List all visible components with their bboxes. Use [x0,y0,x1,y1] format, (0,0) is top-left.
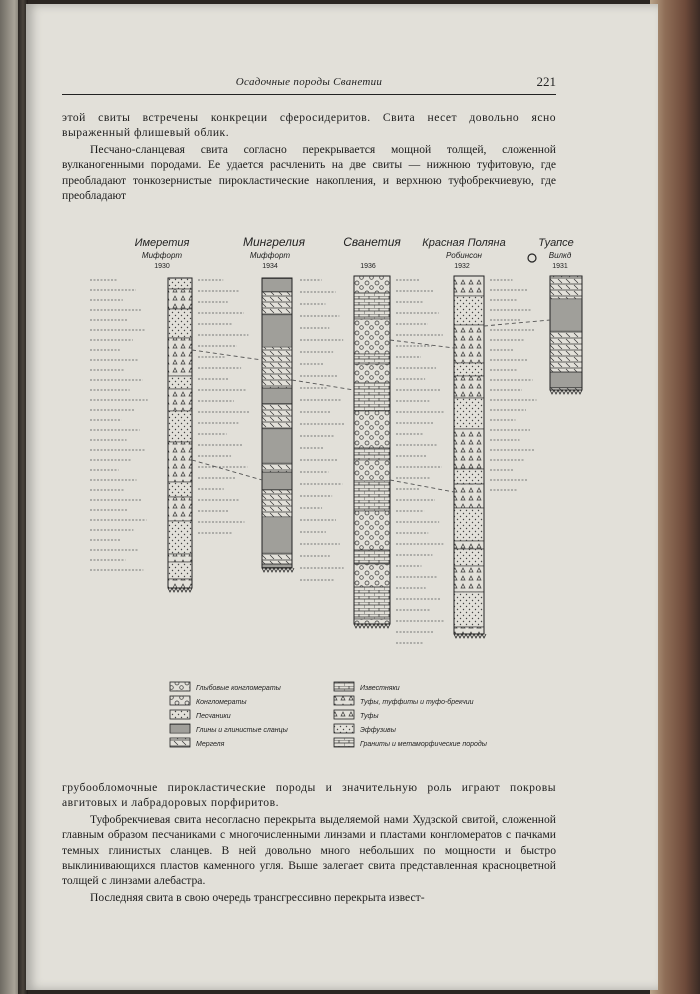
paragraph-2: Песчано-сланцевая свита согласно перекрывается мощной толщей, сложенной вулканогенными породами. Ее удается расчленить на две свиты — нижнюю туфитовую, где преобладают тонкозернистые пирокластические накопления, и верхнюю туфобрекчиевую, где преобладают [62,143,556,202]
stratum-layer [354,383,390,411]
legend-swatch [334,696,354,705]
column-region-5: Туапсе [538,237,574,249]
stratum-layer [168,289,192,309]
correlation-line [484,320,550,326]
stratum-layer [354,411,390,448]
stratum-layer [262,404,292,429]
legend-swatch [334,710,354,719]
stratum-layer [262,292,292,315]
stratum-layer [262,553,292,564]
stratum-layer [262,388,292,404]
stratum-layer [168,338,192,376]
stratum-layer [168,521,192,554]
stratum-layer [454,376,484,398]
stratum-layer [454,296,484,325]
legend-label: Конгломераты [196,699,247,706]
legend-swatch [334,724,354,733]
stratum-layer [354,564,390,587]
paragraph-3: грубообломочные пирокластические породы и значительную роль играют покровы авгитовых и лабрадоровых порфиритов. [62,781,556,810]
column-base-zigzag [168,588,192,592]
legend-swatch [170,724,190,733]
stratum-layer [168,442,192,482]
stratum-layer [354,481,390,511]
stratum-layer [168,482,192,497]
page-number: 221 [536,74,556,89]
strata-column-2 [262,278,294,572]
figure-svg [84,230,604,760]
legend-label: Граниты и метаморфические породы [360,741,487,748]
stratum-layer [354,619,390,624]
stratigraphic-correlation-figure [84,230,604,760]
stratum-layer [550,372,582,388]
stratum-layer [262,463,292,472]
running-header [62,76,556,95]
column-year-5: 1931 [552,263,568,270]
stratum-layer [454,549,484,566]
stratum-layer [262,278,292,292]
stratum-layer [354,364,390,383]
legend-swatch [170,696,190,705]
legend-label: Глины и глинистые сланцы [196,727,288,734]
paragraph-5: Последняя свита в свою очередь трансгрессивно перекрыта извест- [90,891,425,904]
stratum-layer [454,363,484,376]
column-base-zigzag [454,634,486,638]
legend-label: Мергеля [196,741,225,748]
stratum-layer [168,389,192,411]
stratum-layer [354,276,390,293]
column-year-4: 1932 [454,263,470,270]
stratum-layer [262,315,292,347]
strata-column-5 [550,276,582,394]
legend-label: Эффузивы [360,727,396,734]
strata-column-4 [454,276,486,638]
stratum-layer [168,278,192,289]
stratum-layer [354,448,390,460]
stratum-layer [168,376,192,389]
paragraph-1: этой свиты встречены конкреции сферосидеритов. Свита несет довольно ясно выраженный флишевый облик. [62,111,556,140]
stratum-layer [354,587,390,619]
correlation-line [390,480,454,492]
column-year-3: 1936 [360,263,376,270]
stratum-layer [454,484,484,508]
stratum-layer [454,429,484,469]
stratum-layer [262,564,292,568]
column-headers [135,235,574,270]
column-base-zigzag [262,568,294,572]
stratum-layer [354,354,390,364]
stratum-layer [454,592,484,627]
stratum-layer [262,347,292,388]
stratum-layer [262,429,292,463]
correlation-line [390,340,454,348]
stratum-layer [454,276,484,296]
stratum-layer [354,319,390,354]
stratum-layer [454,566,484,592]
strata-column-3 [354,276,390,628]
stratum-layer [262,517,292,553]
column-year-2: 1934 [262,263,278,270]
figure-legend [170,682,488,748]
legend-swatch [170,710,190,719]
stratum-layer [168,309,192,338]
legend-label: Известняки [360,685,400,692]
stratum-layer [262,472,292,490]
stratum-layer [454,508,484,541]
stratum-layer [550,331,582,372]
book-page [26,4,658,990]
column-base-zigzag [354,624,390,628]
stratum-layer [454,541,484,549]
stratum-layer [168,562,192,579]
legend-label: Глыбовые конгломераты [196,685,281,692]
column-author-5: Вилкд [548,251,572,260]
legend-swatch [334,682,354,691]
stratum-layer [262,490,292,517]
stratum-layer [168,497,192,521]
legend-label: Песчаники [196,713,231,720]
stratum-layer [454,627,484,634]
stratum-layer [454,398,484,429]
correlation-line [192,350,262,360]
column-author-4: Робинсон [446,251,482,260]
paragraph-4: Туфобрекчиевая свита несогласно перекрыта выделяемой нами Худзской свитой, сложенной главным образом песчаниками с многочисленными линзами и пластами конгломератов с пачками темных глинистых сланцев. В ней довольно много небольших по мощности и быстро выклинивающихся пластов каменного угля. Выше залегает свита представленная красноцветной толщей с линзами алебастра. [62,813,556,888]
column-base-zigzag [550,390,582,394]
stratum-layer [454,325,484,363]
column-author-1: Миффорт [141,251,183,260]
legend-swatch [170,738,190,747]
stratum-layer [354,550,390,564]
stratum-layer [454,469,484,484]
correlation-line [192,460,262,480]
legend-swatch [334,738,354,747]
correlation-line [292,380,354,390]
stratum-layer [168,411,192,442]
legend-label: Туфы [360,713,379,720]
stratum-layer [550,299,582,331]
column-year-1: 1930 [154,263,170,270]
stratum-layer [354,293,390,319]
running-header-title: Осадочные породы Сванетии [235,76,383,88]
column-region-3: Сванетия [343,235,401,249]
strata-column-1 [168,278,192,592]
column-marker-circle [528,254,536,262]
column-region-4: Красная Поляна [422,237,506,249]
legend-swatch [170,682,190,691]
stratum-layer [168,554,192,562]
stratum-layer [354,511,390,550]
stratum-layer [550,276,582,299]
stratum-layer [354,460,390,481]
column-region-1: Имеретия [134,237,190,249]
column-region-2: Мингрелия [243,235,305,249]
legend-label: Туфы, туффиты и туфо-брекчии [360,699,474,706]
stratum-layer [168,579,192,588]
column-author-2: Миффорт [249,251,291,260]
